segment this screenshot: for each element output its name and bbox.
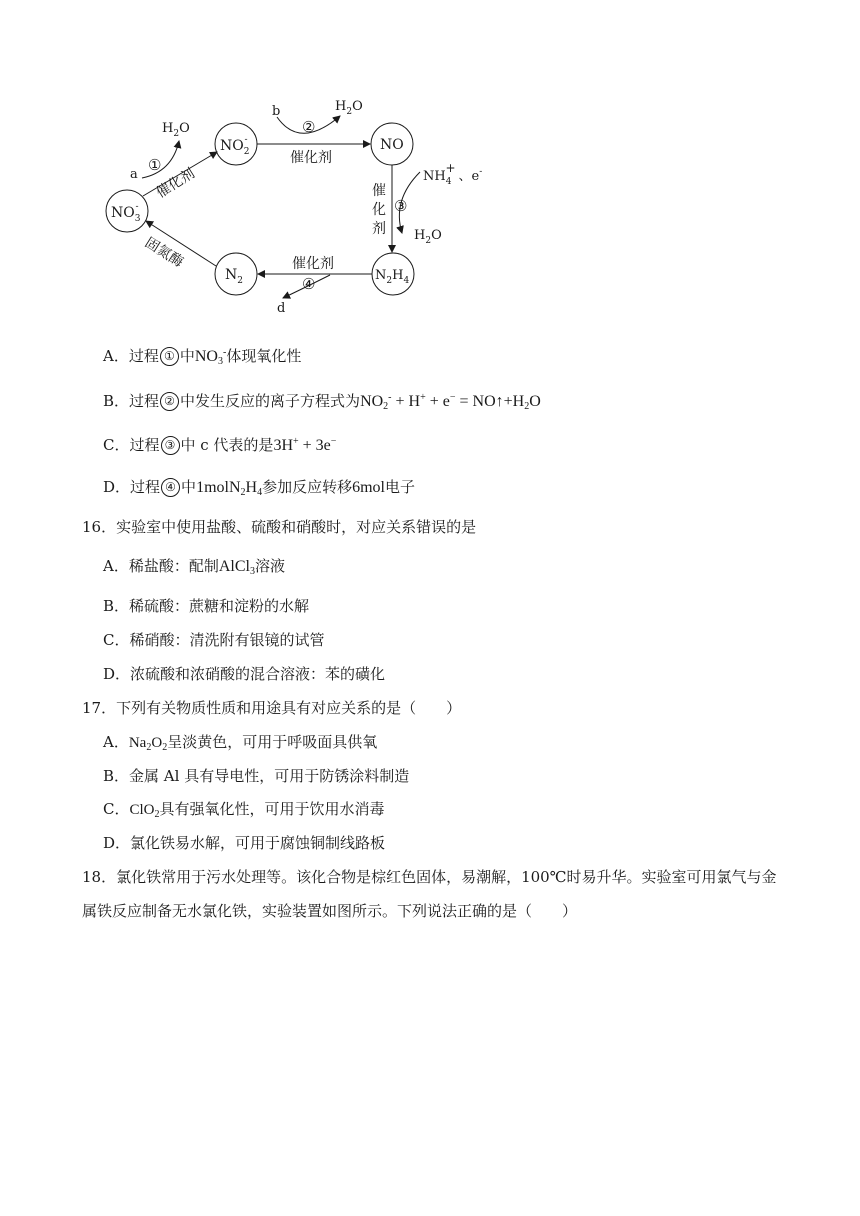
edge-step-1 [130,121,217,201]
edge-step-4 [258,255,372,316]
svg-text:H2O: $H_2O$ [335,99,363,117]
svg-text:H2O: $H_2O$ [414,228,442,246]
node-n2h4 [372,253,414,295]
q18-stem-line-1: 18．氯化铁常用于污水处理等。该化合物是棕红色固体，易潮解，100℃时易升华。实验室可用氯气与金 [82,868,777,886]
q17-option-c: C．ClO$_2$具有强氧化性，可用于饮用水消毒 [103,800,385,820]
node-no [371,123,413,165]
q16-stem: 16．实验室中使用盐酸、硫酸和硝酸时，对应关系错误的是 [82,518,477,536]
svg-text:NO: NO [380,137,404,153]
svg-text:剂: 剂 [372,221,386,237]
q18-stem-line-2: 属铁反应制备无水氯化铁，实验装置如图所示。下列说法正确的是（ ） [82,902,578,920]
q15-option-c: C．过程 ③ 中 c 代表的是3H+ + 3e− [103,436,337,454]
svg-text:催化剂: 催化剂 [290,150,332,166]
svg-text:②: ② [302,118,316,136]
svg-text:H2O: $H_2O$ [162,121,190,139]
svg-text:催化剂: 催化剂 [153,165,198,202]
svg-text:③: ③ [394,197,408,215]
svg-text:d: d [277,301,286,316]
edge-step-3 [372,161,482,252]
q15-option-b: B．过程 ② 中发生反应的离子方程式为NO2- + H+ + e− = NO↑+H2O [103,392,541,412]
q16-option-b: B．稀硫酸：蔗糖和淀粉的水解 [103,597,310,615]
step-number: ③ [161,436,180,455]
node-no2 [215,123,257,165]
svg-text:N2: $N_2$ [225,267,243,286]
svg-text:b: b [272,104,281,119]
svg-text:④: ④ [302,275,316,293]
step-number: ② [160,392,179,411]
svg-text:a: a [130,167,138,182]
q17-option-d: D．氯化铁易水解，可用于腐蚀铜制线路板 [103,834,386,852]
q17-stem: 17．下列有关物质性质和用途具有对应关系的是（ ） [82,699,462,717]
node-n2 [215,253,257,295]
svg-text:N2H4: $N_2H_4$ [375,268,410,286]
step-number: ① [160,347,179,366]
edge-nitrogenase [142,221,216,271]
svg-text:NO2-: $NO_2-$ [220,135,250,157]
edge-step-2 [257,99,370,166]
q16-option-c: C．稀硝酸：清洗附有银镜的试管 [103,631,325,649]
svg-text:催化剂: 催化剂 [292,256,334,272]
svg-text:固氮酶: 固氮酶 [141,234,186,271]
q16-option-d: D．浓硫酸和浓硝酸的混合溶液：苯的磺化 [103,665,386,683]
node-no3 [106,190,148,232]
svg-text:①: ① [148,156,162,174]
q15-option-a: A．过程 ① 中NO3-体现氧化性 [103,347,302,367]
svg-text:催: 催 [372,183,386,199]
step-number: ④ [161,478,180,497]
q16-option-a: A．稀盐酸：配制AlCl3溶液 [103,557,285,577]
q17-option-b: B．金属 Al 具有导电性，可用于防锈涂料制造 [103,767,410,785]
q17-option-a: A．$Na_2O_2$呈淡黄色，可用于呼吸面具供氧 [103,733,378,753]
svg-text:化: 化 [372,202,386,218]
q15-option-d: D．过程 ④ 中1molN2H4参加反应转移6mol电子 [103,478,415,498]
nitrogen-cycle-diagram [0,0,560,330]
svg-text:NH4+、e-: $NH_4+$、e- [423,161,483,187]
svg-text:NO3-: $NO_3-$ [111,202,141,224]
